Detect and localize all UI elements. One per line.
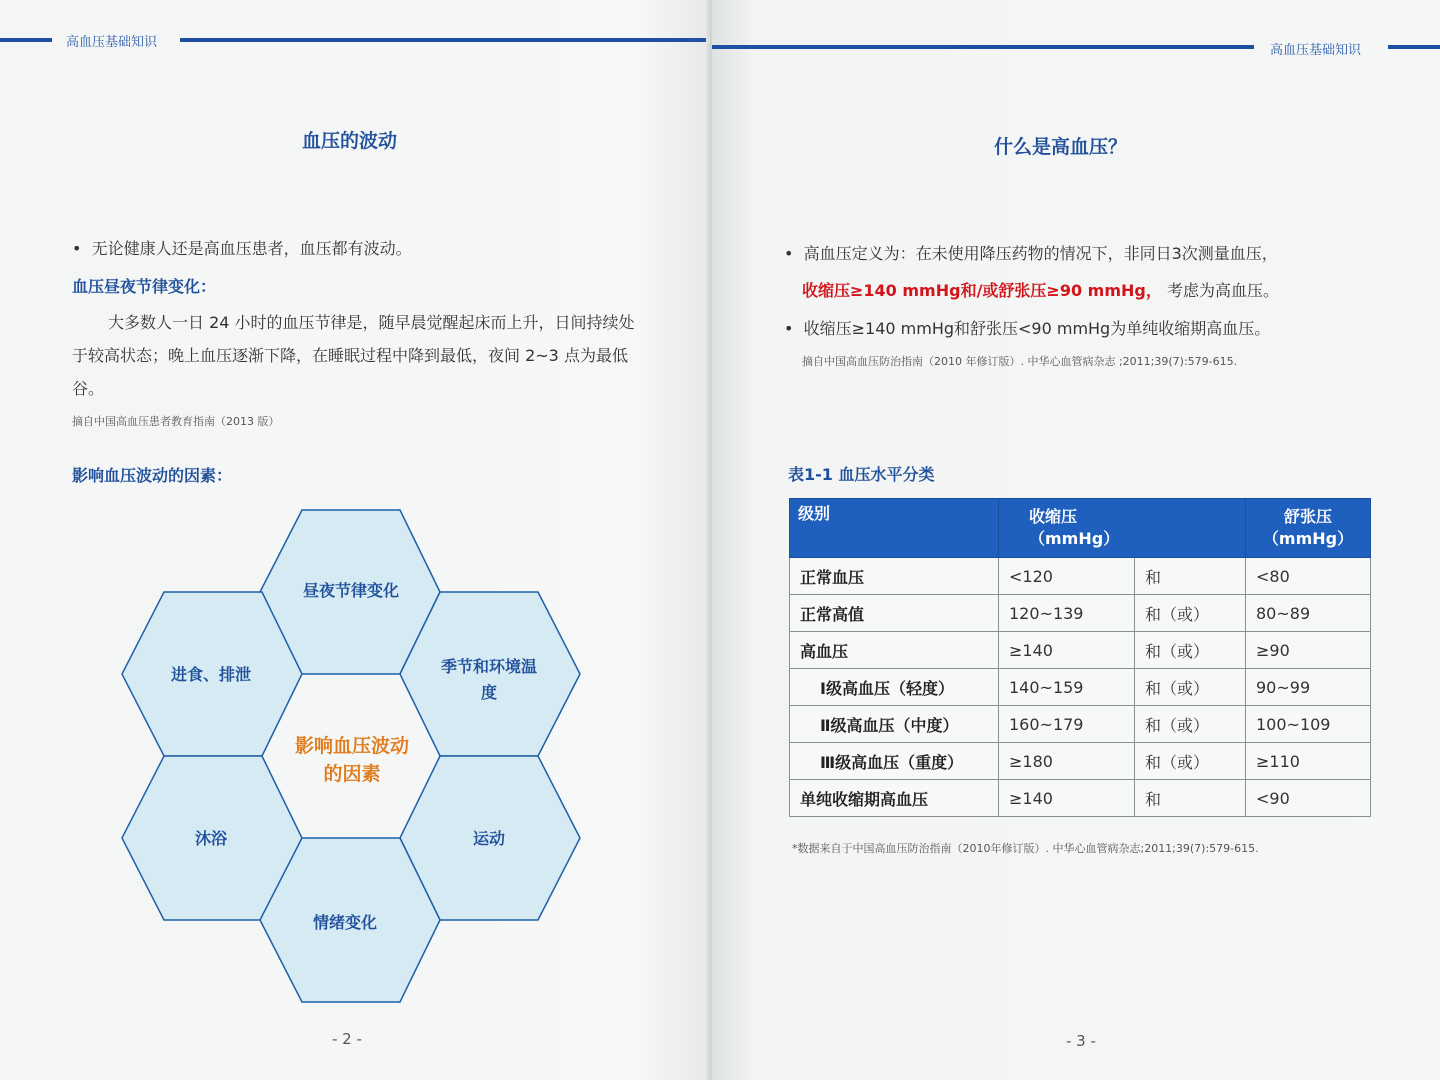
cell-conjunction: 和（或）: [1135, 669, 1246, 706]
cell-systolic: 160~179: [999, 706, 1135, 743]
hex-center-label: 影响血压波动的因素: [294, 735, 409, 785]
source-citation: 摘自中国高血压患者教育指南（2013 版）: [72, 415, 280, 428]
cell-systolic: ≥140: [999, 780, 1135, 817]
bullet-text: 收缩压≥140 mmHg和舒张压<90 mmHg为单纯收缩期高血压。: [803, 319, 1271, 338]
cell-systolic: <120: [999, 558, 1135, 595]
bullet-item: • 高血压定义为：在未使用降压药物的情况下，非同日3次测量血压，: [784, 244, 1278, 263]
cell-systolic: ≥180: [999, 743, 1135, 780]
table-row: [790, 595, 1371, 632]
table-row: [790, 743, 1371, 780]
cell-diastolic: 90~99: [1246, 669, 1371, 706]
hex-label-upper-left: 进食、排泄: [170, 665, 251, 684]
factors-hex-diagram: [118, 506, 588, 1006]
cell-level: 正常高值: [790, 595, 999, 632]
table-row: [790, 558, 1371, 595]
bullet-tail: 考虑为高血压。: [1166, 281, 1279, 300]
header-diastolic: 舒张压 （mmHg）: [1246, 499, 1371, 558]
cell-level: 单纯收缩期高血压: [790, 780, 999, 817]
cell-level: Ⅱ级高血压（中度）: [790, 706, 999, 743]
header-rule-left: [712, 45, 1254, 49]
page-title: 什么是高血压？: [994, 136, 1128, 158]
hex-label-upper-right: 季节和环境温度: [440, 657, 537, 702]
cell-diastolic: 100~109: [1246, 706, 1371, 743]
header-rule-left: [0, 38, 52, 42]
bullet-item: • 无论健康人还是高血压患者，血压都有波动。: [72, 239, 412, 258]
cell-diastolic: ≥90: [1246, 632, 1371, 669]
header-rule-right: [180, 38, 706, 42]
header-rule-right: [1388, 45, 1440, 49]
left-page: [0, 0, 712, 1080]
cell-conjunction: 和（或）: [1135, 595, 1246, 632]
hex-label-top: 昼夜节律变化: [302, 581, 399, 600]
cell-systolic: 120~139: [999, 595, 1135, 632]
page-title: 血压的波动: [302, 130, 398, 152]
cell-conjunction: 和: [1135, 780, 1246, 817]
header-level: 级别: [790, 499, 999, 558]
cell-systolic: ≥140: [999, 632, 1135, 669]
source-citation: 摘自中国高血压防治指南（2010 年修订版）. 中华心血管病杂志 ;2011;39(7):579-615.: [802, 355, 1238, 368]
table-footnote: *数据来自于中国高血压防治指南（2010年修订版）. 中华心血管病杂志;2011;39(7):579-615.: [792, 842, 1259, 855]
hex-label-lower-right: 运动: [472, 829, 505, 848]
section-heading: 影响血压波动的因素：: [72, 466, 233, 485]
bp-threshold-highlight: 收缩压≥140 mmHg和/或舒张压≥90 mmHg，: [802, 281, 1162, 300]
cell-diastolic: <90: [1246, 780, 1371, 817]
cell-level: Ⅰ级高血压（轻度）: [790, 669, 999, 706]
bullet-text: 高血压定义为：在未使用降压药物的情况下，非同日3次测量血压，: [803, 244, 1278, 263]
bp-classification-table: [789, 498, 1371, 817]
table-row: [790, 632, 1371, 669]
cell-level: Ⅲ级高血压（重度）: [790, 743, 999, 780]
cell-diastolic: <80: [1246, 558, 1371, 595]
cell-conjunction: 和: [1135, 558, 1246, 595]
cell-systolic: 140~159: [999, 669, 1135, 706]
bullet-text: 无论健康人还是高血压患者，血压都有波动。: [91, 239, 412, 258]
hex-label-lower-left: 沐浴: [194, 829, 227, 848]
cell-conjunction: 和（或）: [1135, 706, 1246, 743]
running-header: 高血压基础知识: [1270, 43, 1362, 58]
table-row: [790, 780, 1371, 817]
table-header-row: [790, 499, 1371, 558]
cell-conjunction: 和（或）: [1135, 632, 1246, 669]
header-systolic: 收缩压 （mmHg）: [999, 499, 1246, 558]
cell-conjunction: 和（或）: [1135, 743, 1246, 780]
table-row: [790, 706, 1371, 743]
bullet-item: • 收缩压≥140 mmHg和舒张压<90 mmHg为单纯收缩期高血压。: [784, 319, 1271, 338]
bullet-continuation: [802, 278, 1279, 301]
table-row: [790, 669, 1371, 706]
cell-level: 正常血压: [790, 558, 999, 595]
page-number: - 2 -: [332, 1030, 362, 1048]
hex-label-bottom: 情绪变化: [312, 913, 377, 932]
cell-diastolic: 80~89: [1246, 595, 1371, 632]
cell-diastolic: ≥110: [1246, 743, 1371, 780]
cell-level: 高血压: [790, 632, 999, 669]
paragraph: 大多数人一日 24 小时的血压节律是，随早晨觉醒起床而上升，日间持续处于较高状态；晚上血压逐渐下降，在睡眠过程中降到最低，夜间 2~3 点为最低谷。: [72, 313, 635, 398]
table-caption: 表1-1 血压水平分类: [788, 465, 935, 484]
section-heading: 血压昼夜节律变化：: [72, 277, 217, 296]
page-number: - 3 -: [1066, 1032, 1096, 1050]
running-header: 高血压基础知识: [66, 35, 158, 50]
